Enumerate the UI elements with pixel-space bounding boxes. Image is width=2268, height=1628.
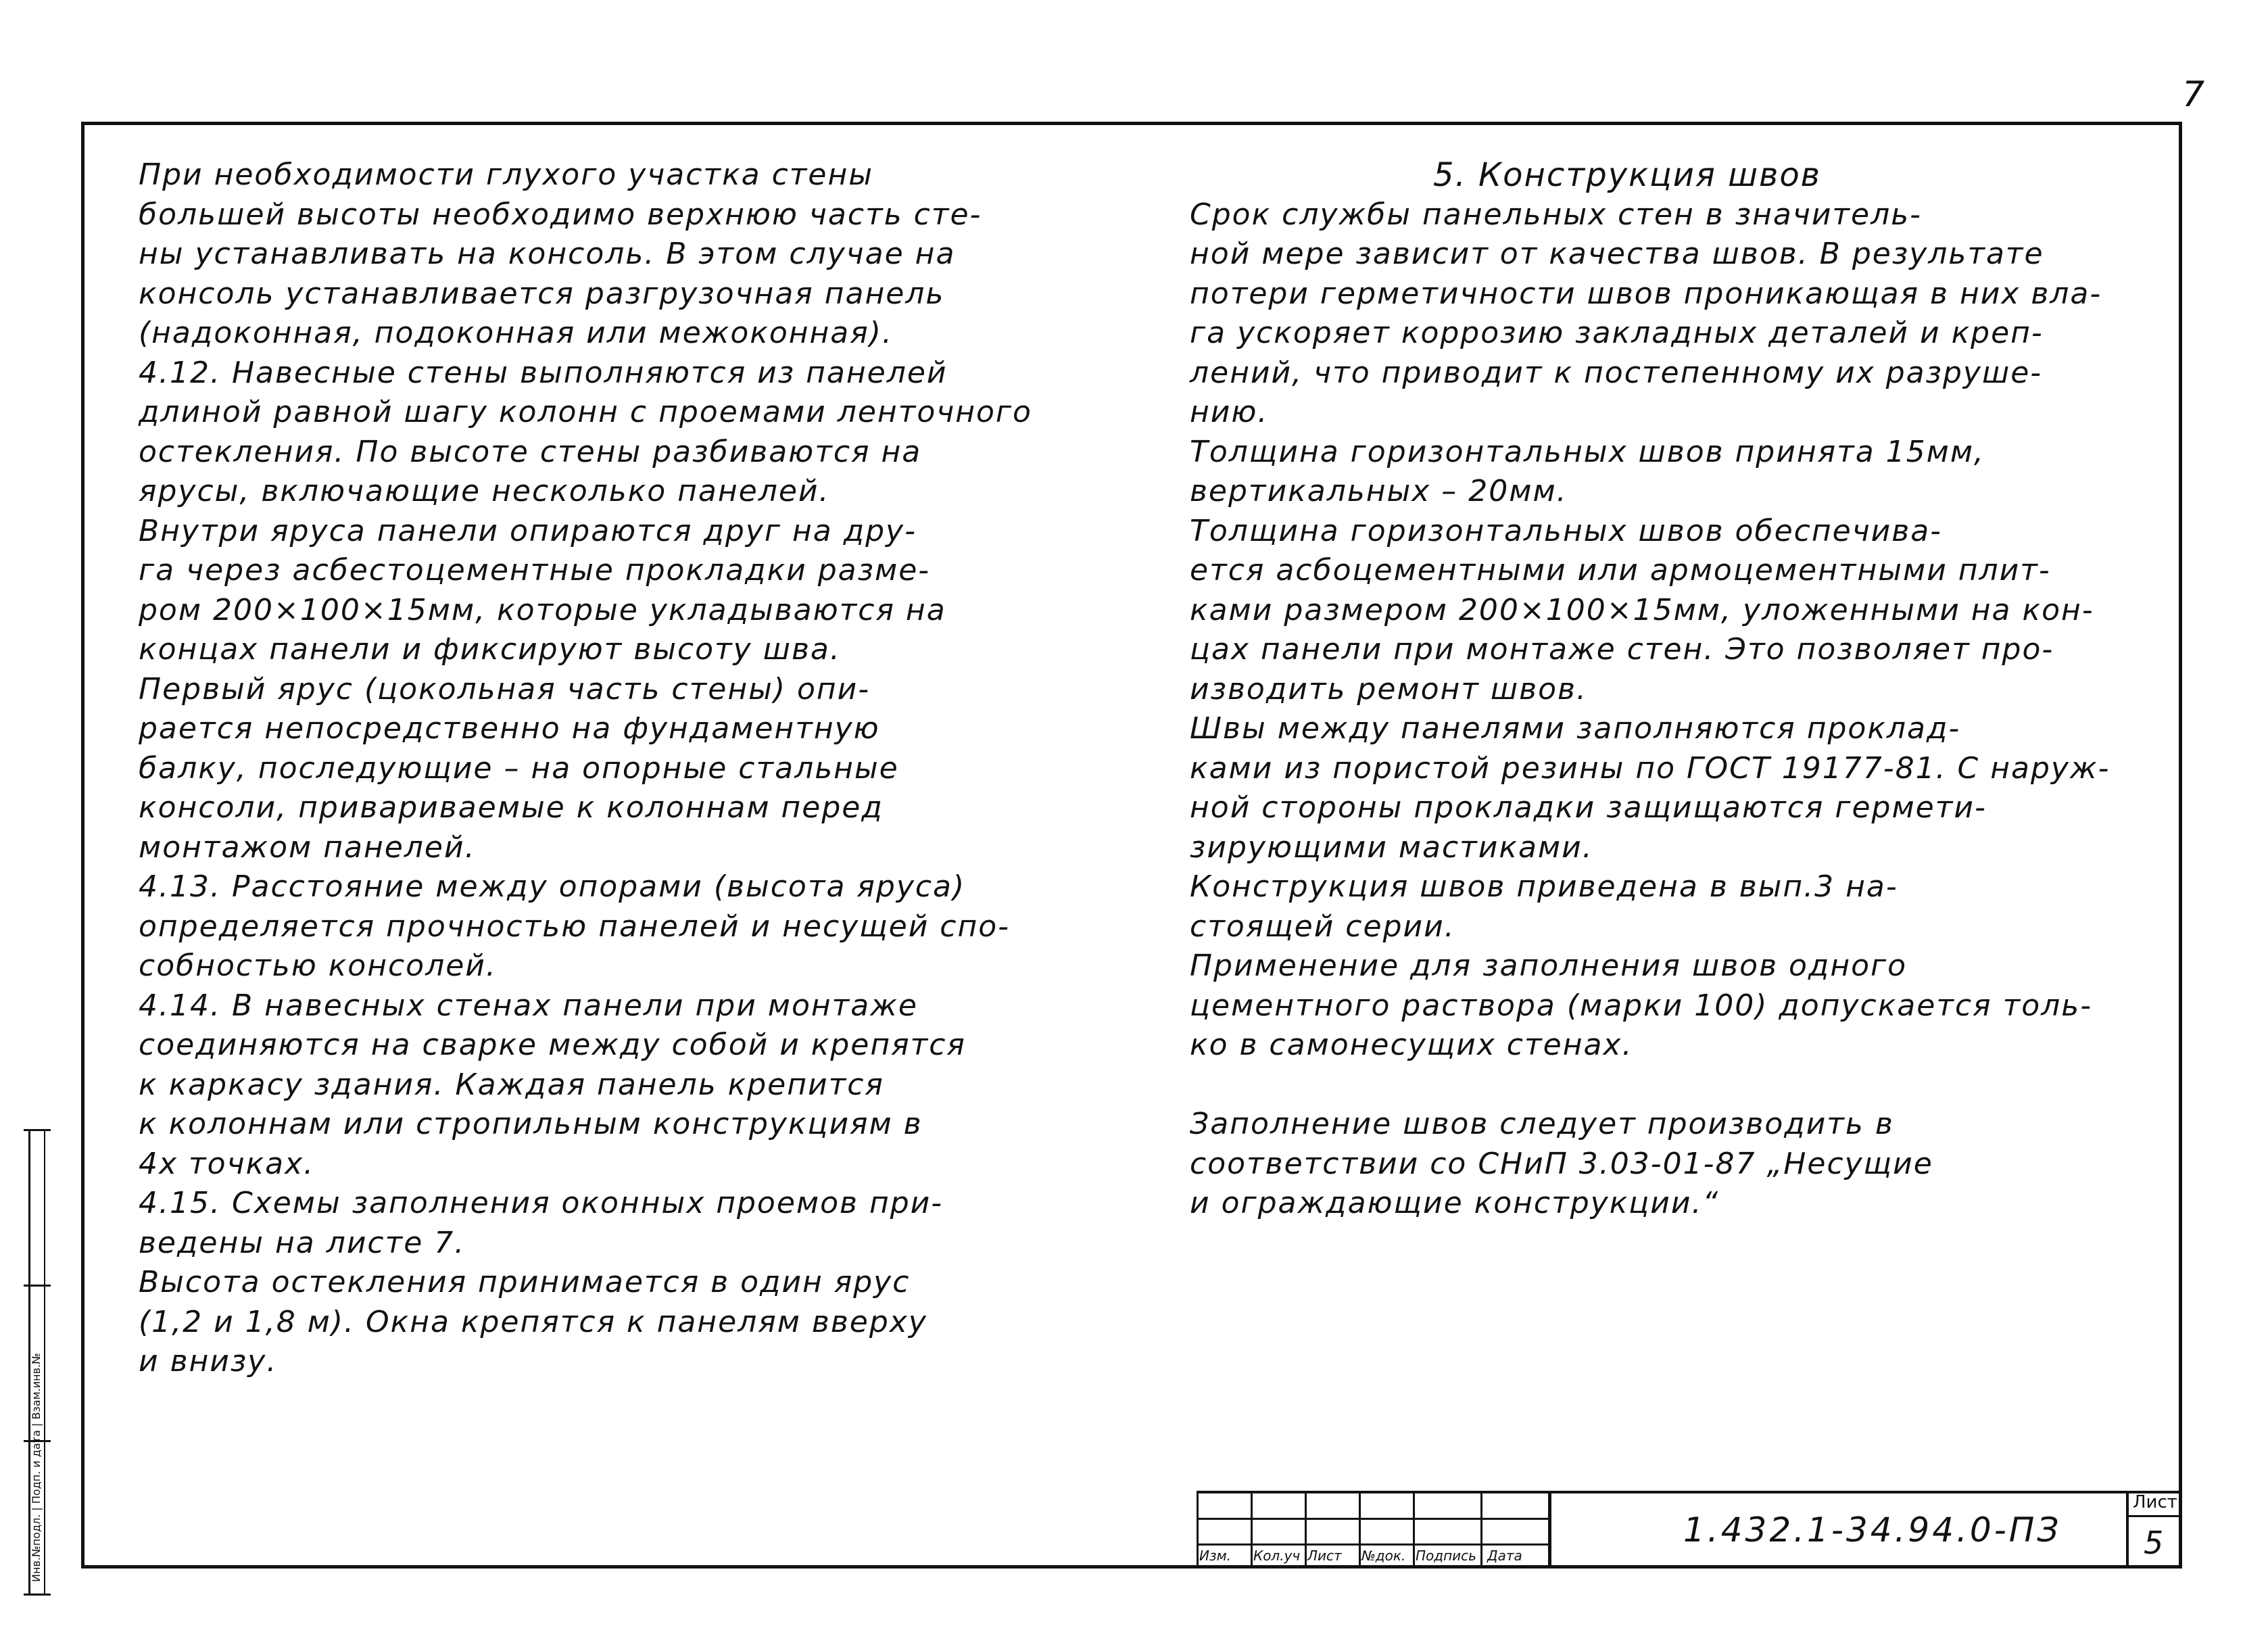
text-line: Высота остекления принимается в один ярус xyxy=(139,1265,911,1299)
text-line: (1,2 и 1,8 м). Окна крепятся к панелям вверху xyxy=(139,1304,927,1339)
text-line: ками из пористой резины по ГОСТ 19177-81. С наруж- xyxy=(1190,750,2110,786)
text-line: и внизу. xyxy=(139,1344,278,1379)
label-change: Изм. xyxy=(1199,1548,1232,1564)
text-line: ром 200×100×15мм, которые укладываются на xyxy=(139,592,946,627)
text-line: нию. xyxy=(1190,395,1269,429)
text-line: 4.13. Расстояние между опорами (высота яруса) xyxy=(139,869,966,904)
strip-mark xyxy=(24,1594,51,1596)
label-sheet: Лист xyxy=(1307,1548,1342,1564)
text-line: цах панели при монтаже стен. Это позволяет про- xyxy=(1190,632,2054,667)
text-line: ко в самонесущих стенах. xyxy=(1190,1028,1633,1062)
text-line: Конструкция швов приведена в вып.3 на- xyxy=(1190,869,1898,904)
label-signature: Подпись xyxy=(1416,1548,1476,1564)
grid-line xyxy=(1197,1543,1548,1546)
strip-mark xyxy=(24,1129,51,1131)
text-line: Заполнение швов следует производить в xyxy=(1190,1107,1894,1141)
text-line: ной стороны прокладки защищаются гермети- xyxy=(1190,790,1987,825)
text-line: При необходимости глухого участка стены xyxy=(139,158,873,192)
text-line: большей высоты необходимо верхнюю часть сте- xyxy=(139,197,982,232)
text-line: ками размером 200×100×15мм, уложенными на кон- xyxy=(1190,592,2094,627)
text-line: Толщина горизонтальных швов принята 15мм, xyxy=(1190,434,1985,469)
side-stamp-text xyxy=(30,1136,41,1582)
text-line: к колоннам или стропильным конструкциям в xyxy=(139,1107,923,1141)
text-line: собностью консолей. xyxy=(139,949,497,983)
text-line: остекления. По высоте стены разбиваются на xyxy=(139,434,922,469)
page-number: 7 xyxy=(2182,74,2205,115)
sheet-label: Лист xyxy=(2133,1492,2177,1512)
text-line: и ограждающие конструкции.“ xyxy=(1190,1186,1720,1220)
text-line: Швы между панелями заполняются проклад- xyxy=(1190,711,1961,746)
grid-line xyxy=(1197,1518,1548,1520)
text-line: стоящей серии. xyxy=(1190,909,1455,944)
text-line: к каркасу здания. Каждая панель крепится xyxy=(139,1067,884,1102)
text-line: Первый ярус (цокольная часть стены) опи- xyxy=(139,671,871,707)
document-designation: 1.432.1-34.94.0-ПЗ xyxy=(1683,1510,2062,1550)
text-line: Применение для заполнения швов одного xyxy=(1190,949,1908,983)
paragraph-spacer xyxy=(1190,1066,2110,1105)
text-line: (надоконная, подоконная или межоконная). xyxy=(139,316,893,350)
title-block xyxy=(1197,1491,2182,1569)
text-line: ется асбоцементными или армоцементными плит- xyxy=(1190,553,2051,588)
text-line: зирующими мастиками. xyxy=(1190,830,1593,865)
revision-labels xyxy=(1197,1548,1548,1569)
text-line: Срок службы панельных стен в значитель- xyxy=(1190,197,1923,232)
text-line: ны устанавливать на консоль. В этом случае на xyxy=(139,237,956,271)
text-line: 4.12. Навесные стены выполняются из панелей xyxy=(139,355,948,390)
title-block-divider xyxy=(1548,1493,1551,1569)
text-line: Внутри яруса панели опираются друг на дру- xyxy=(139,513,917,548)
text-line: изводить ремонт швов. xyxy=(1190,671,1587,707)
sheet-number: 5 xyxy=(2144,1525,2164,1561)
text-line: потери герметичности швов проникающая в них вла- xyxy=(1190,276,2102,311)
text-line: консоль устанавливается разгрузочная панель xyxy=(139,276,945,311)
text-line: определяется прочностью панелей и несущей спо- xyxy=(139,909,1011,944)
text-line: балку, последующие – на опорные стальные xyxy=(139,750,899,786)
text-line: рается непосредственно на фундаментную xyxy=(139,711,880,746)
label-count: Кол.уч xyxy=(1253,1548,1301,1564)
label-date: Дата xyxy=(1487,1548,1522,1564)
right-text-column xyxy=(1190,155,2110,1224)
text-line: ведены на листе 7. xyxy=(139,1225,466,1260)
revision-table xyxy=(1197,1493,1548,1569)
text-line: Толщина горизонтальных швов обеспечива- xyxy=(1190,513,1943,548)
text-line: лений, что приводит к постепенному их разруше- xyxy=(1190,355,2043,390)
text-line: 4.15. Схемы заполнения оконных проемов при- xyxy=(139,1186,944,1220)
sheet-divider xyxy=(2129,1515,2182,1517)
text-line: га через асбестоцементные прокладки разме- xyxy=(139,553,931,588)
text-line: ной мере зависит от качества швов. В результате xyxy=(1190,237,2044,271)
sheet-box xyxy=(2126,1491,2182,1569)
text-line: длиной равной шагу колонн с проемами ленточного xyxy=(139,395,1032,429)
text-line: концах панели и фиксируют высоту шва. xyxy=(139,632,841,667)
text-line: монтажом панелей. xyxy=(139,830,476,865)
text-line: консоли, привариваемые к колоннам перед xyxy=(139,790,884,825)
left-text-column xyxy=(139,155,1032,1382)
text-line: 4х точках. xyxy=(139,1146,315,1181)
text-line: соединяются на сварке между собой и крепятся xyxy=(139,1028,966,1062)
label-doc-number: №док. xyxy=(1361,1548,1406,1564)
text-line: 4.14. В навесных стенах панели при монтаже xyxy=(139,988,918,1023)
side-stamp-label: Инв.№подл. | Подп. и дата | Взам.инв.№ xyxy=(30,1353,43,1582)
section-title: 5. Конструкция швов xyxy=(1433,156,1821,194)
text-line: га ускоряет коррозию закладных деталей и креп- xyxy=(1190,316,2044,350)
text-line: соответствии со СНиП 3.03-01-87 „Несущие xyxy=(1190,1146,1933,1181)
text-line: ярусы, включающие несколько панелей. xyxy=(139,474,830,508)
text-line: вертикальных – 20мм. xyxy=(1190,474,1568,508)
text-line: цементного раствора (марки 100) допускается толь- xyxy=(1190,988,2093,1023)
